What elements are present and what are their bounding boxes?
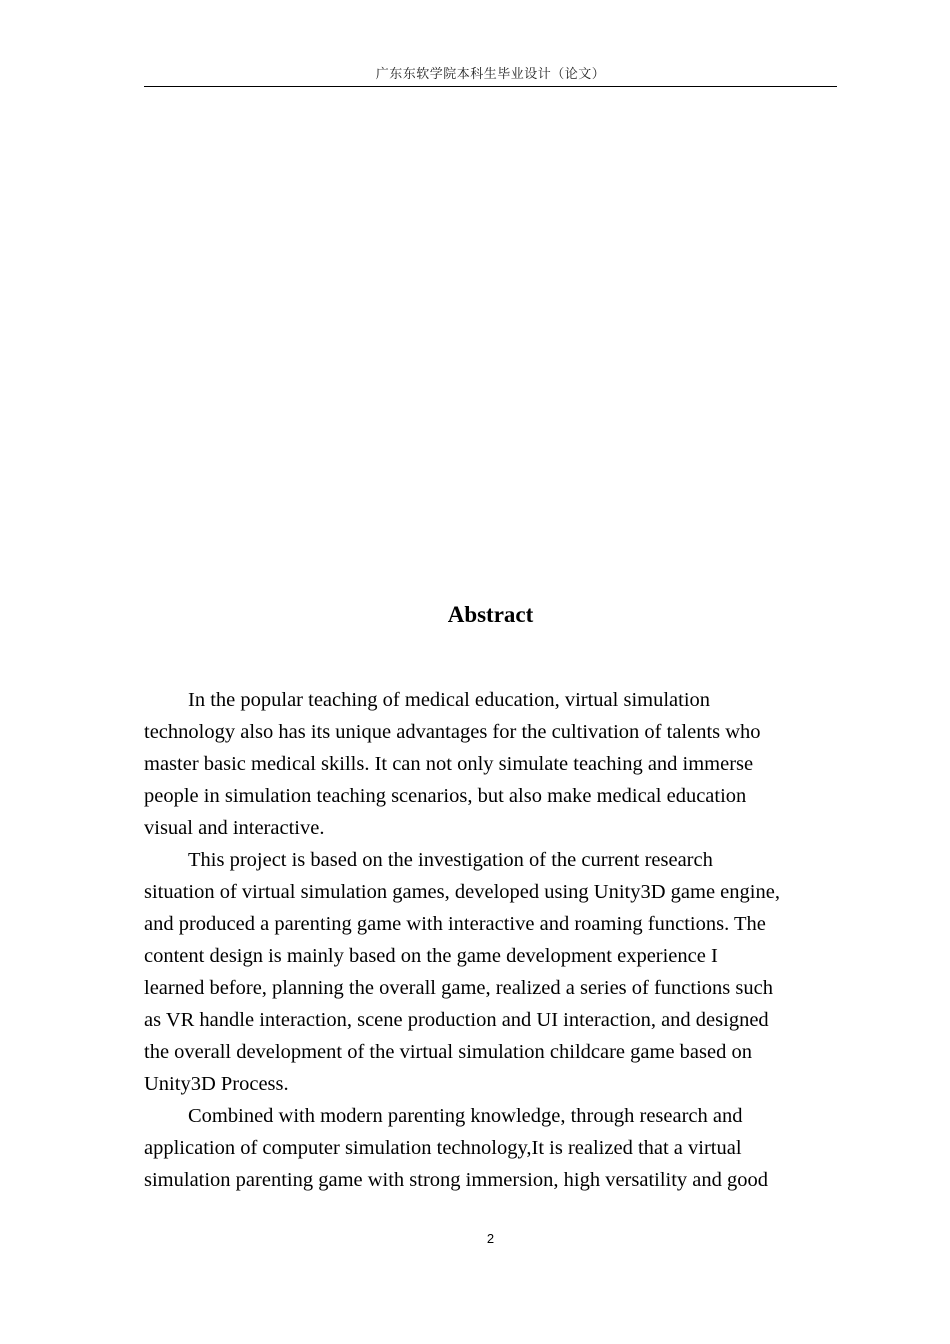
- abstract-title: Abstract: [447, 602, 534, 627]
- running-header: 广东东软学院本科生毕业设计（论文）: [375, 67, 606, 82]
- abstract-paragraph: In the popular teaching of medical education, virtual simulation technology also has its unique advantages for the cultivation of talents who master basic medical skills. It can not only simulate teaching and immerse people in simulation teaching scenarios, but also make medical education visual and interactive.: [144, 689, 761, 839]
- header-rule: [144, 86, 837, 87]
- abstract-paragraph: This project is based on the investigation of the current research situation of virtual simulation games, developed using Unity3D game engine, and produced a parenting game with interactive and roaming functions. The content design is mainly based on the game development experience I learned before, planning the overall game, realized a series of functions such as VR handle interaction, scene production and UI interaction, and designed the overall development of the virtual simulation childcare game based on Unity3D Process.: [144, 849, 780, 1095]
- abstract-paragraph: Combined with modern parenting knowledge, through research and application of computer simulation technology,It is realized that a virtual simulation parenting game with strong immersion, high versatility and good: [144, 1105, 769, 1191]
- abstract-body: [144, 684, 837, 1196]
- page-number: 2: [486, 1231, 495, 1246]
